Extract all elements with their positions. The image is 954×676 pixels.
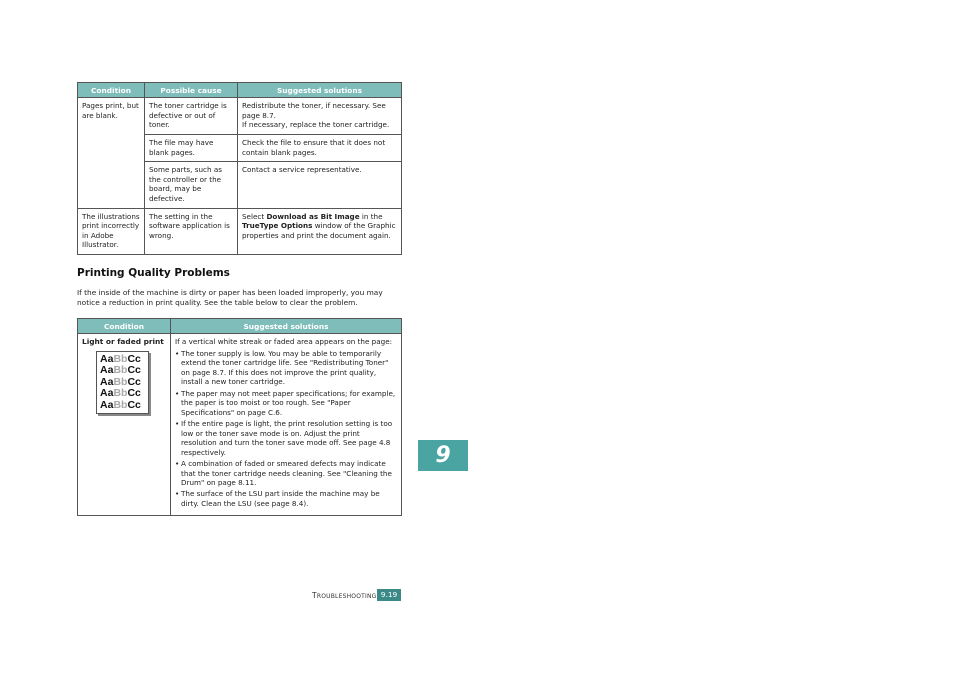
- bullet-icon: •: [175, 458, 180, 468]
- solution-list: [175, 349, 397, 509]
- table-row: [78, 208, 402, 254]
- list-item: • A combination of faded or smeared defects may indicate that the toner cartridge needs cleaning. See "Cleaning the Drum" on page 8.11.: [175, 458, 392, 488]
- solution-cell: Contact a service representative.: [238, 162, 402, 208]
- cause-cell: The file may have blank pages.: [145, 135, 238, 162]
- option-name: Download as Bit Image: [266, 211, 360, 221]
- solution-cell: [171, 334, 402, 516]
- sample-line: AaBbCc: [100, 387, 141, 400]
- header-possible-cause: Possible cause: [145, 83, 238, 98]
- sample-line: AaBbCc: [100, 364, 141, 377]
- header-suggested-solutions: Suggested solutions: [238, 83, 402, 98]
- table-row: [78, 334, 402, 516]
- list-item: • The surface of the LSU part inside the machine may be dirty. Clean the LSU (see page 8.4).: [175, 489, 380, 508]
- solution-cell: Check the file to ensure that it does not contain blank pages.: [238, 135, 402, 162]
- solution-line: If necessary, replace the toner cartridge.: [242, 120, 390, 130]
- header-suggested-solutions: Suggested solutions: [171, 319, 402, 334]
- solution-cell: [238, 98, 402, 135]
- table-header-row: [78, 319, 402, 334]
- bullet-icon: •: [175, 348, 180, 358]
- print-quality-table: [77, 318, 402, 516]
- list-item: • The toner supply is low. You may be able to temporarily extend the toner cartridge life. See "Redistributing Toner" on page 8.7. If this does not improve the print quality, install a new toner cartridge.: [175, 348, 389, 387]
- table-row: [78, 98, 402, 135]
- chapter-tab: 9: [418, 440, 468, 471]
- bullet-icon: •: [175, 418, 180, 428]
- solution-lead: If a vertical white streak or faded area appears on the page:: [175, 337, 393, 346]
- bullet-icon: •: [175, 388, 180, 398]
- solution-cell: Select Download as Bit Image in the TrueType Options window of the Graphic properties and print the document again.: [238, 208, 402, 254]
- sample-line: AaBbCc: [100, 398, 141, 411]
- condition-cell: The illustrations print incorrectly in Adobe Illustrator.: [78, 208, 145, 254]
- section-heading: Printing Quality Problems: [77, 267, 230, 279]
- solution-line: Redistribute the toner, if necessary. See page 8.7.: [242, 101, 386, 120]
- list-item: • If the entire page is light, the print resolution setting is too low or the toner save mode is on. Adjust the print resolution and turn the toner save mode off. See page 4.8 respectively.: [175, 418, 393, 457]
- sample-line: AaBbCc: [100, 352, 141, 365]
- list-item: • The paper may not meet paper specifications; for example, the paper is too moist or too rough. See "Paper Specifications" on page C.6.: [175, 388, 396, 417]
- cause-cell: The setting in the software application is wrong.: [145, 208, 238, 254]
- condition-cell: [78, 334, 171, 516]
- condition-label: Light or faded print: [82, 337, 164, 346]
- table-header-row: [78, 83, 402, 98]
- header-condition: Condition: [78, 83, 145, 98]
- cause-cell: Some parts, such as the controller or the board, may be defective.: [145, 162, 238, 208]
- bullet-icon: •: [175, 489, 180, 499]
- footer-section-label: TROUBLESHOOTING: [312, 591, 377, 600]
- sample-line: AaBbCc: [100, 375, 141, 388]
- faded-print-sample-image: [96, 351, 149, 415]
- troubleshooting-table-blank-pages: [77, 82, 402, 255]
- cause-cell: The toner cartridge is defective or out of toner.: [145, 98, 238, 135]
- section-intro: If the inside of the machine is dirty or paper has been loaded improperly, you may notice a reduction in print quality. See the table below to clear the problem.: [77, 288, 383, 307]
- page-number: 9.19: [377, 589, 401, 601]
- header-condition: Condition: [78, 319, 171, 334]
- option-name: TrueType Options: [242, 221, 313, 231]
- condition-cell: Pages print, but are blank.: [78, 98, 145, 209]
